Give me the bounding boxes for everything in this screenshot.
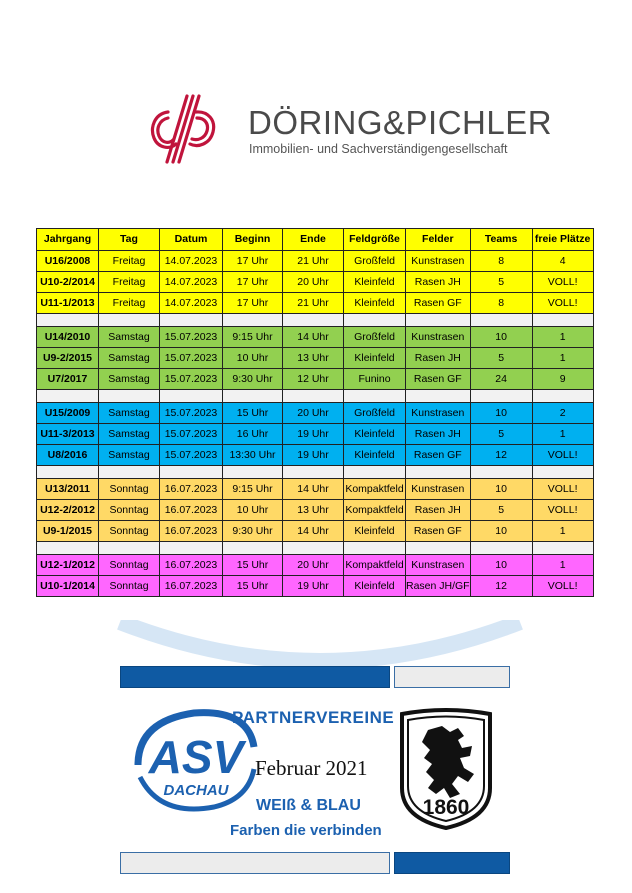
spacer-cell <box>99 466 160 479</box>
cell-teams: 10 <box>470 403 532 424</box>
cell-jahrgang: U10-2/2014 <box>37 272 99 293</box>
cell-freie-plaetze: 1 <box>532 521 593 542</box>
cell-feldgroesse: Großfeld <box>344 327 406 348</box>
cell-jahrgang: U13/2011 <box>37 479 99 500</box>
cell-freie-plaetze: 1 <box>532 555 593 576</box>
column-header: Beginn <box>223 229 283 251</box>
spacer-row <box>37 466 594 479</box>
cell-tag: Freitag <box>99 272 160 293</box>
cell-jahrgang: U14/2010 <box>37 327 99 348</box>
cell-tag: Samstag <box>99 403 160 424</box>
table-row <box>37 293 594 314</box>
cell-tag: Sonntag <box>99 521 160 542</box>
cell-datum: 15.07.2023 <box>160 327 223 348</box>
cell-feldgroesse: Kleinfeld <box>344 293 406 314</box>
cell-datum: 14.07.2023 <box>160 293 223 314</box>
tsv-1860-logo <box>398 708 494 832</box>
table-row <box>37 500 594 521</box>
cell-datum: 16.07.2023 <box>160 500 223 521</box>
column-header: Jahrgang <box>37 229 99 251</box>
table-row <box>37 555 594 576</box>
cell-freie-plaetze: 4 <box>532 251 593 272</box>
cell-beginn: 17 Uhr <box>223 251 283 272</box>
cell-felder: Rasen JH <box>406 424 471 445</box>
spacer-cell <box>406 542 471 555</box>
cell-jahrgang: U15/2009 <box>37 403 99 424</box>
cell-freie-plaetze: VOLL! <box>532 293 593 314</box>
sponsor-mark-icon <box>146 92 220 166</box>
spacer-cell <box>37 542 99 555</box>
cell-ende: 13 Uhr <box>283 348 344 369</box>
cell-freie-plaetze: VOLL! <box>532 576 593 597</box>
cell-teams: 8 <box>470 293 532 314</box>
cell-jahrgang: U10-1/2014 <box>37 576 99 597</box>
cell-felder: Kunstrasen <box>406 479 471 500</box>
table-header-row <box>37 229 594 251</box>
cell-freie-plaetze: 1 <box>532 424 593 445</box>
cell-jahrgang: U12-2/2012 <box>37 500 99 521</box>
cell-ende: 19 Uhr <box>283 576 344 597</box>
cell-felder: Rasen GF <box>406 521 471 542</box>
cell-feldgroesse: Kleinfeld <box>344 348 406 369</box>
banner-colors: WEIß & BLAU <box>256 797 361 814</box>
banner-bar-light-bottom <box>120 852 390 874</box>
cell-felder: Rasen JH/GF <box>406 576 471 597</box>
cell-ende: 14 Uhr <box>283 327 344 348</box>
banner-bar-light-top <box>394 666 510 688</box>
cell-felder: Rasen GF <box>406 293 471 314</box>
cell-tag: Samstag <box>99 369 160 390</box>
spacer-cell <box>37 314 99 327</box>
cell-beginn: 9:15 Uhr <box>223 479 283 500</box>
cell-teams: 10 <box>470 521 532 542</box>
cell-freie-plaetze: VOLL! <box>532 272 593 293</box>
table-row <box>37 251 594 272</box>
spacer-cell <box>99 542 160 555</box>
cell-jahrgang: U11-1/2013 <box>37 293 99 314</box>
cell-ende: 20 Uhr <box>283 555 344 576</box>
spacer-cell <box>406 390 471 403</box>
banner-bar-dark-bottom <box>394 852 510 874</box>
cell-beginn: 15 Uhr <box>223 576 283 597</box>
cell-beginn: 9:15 Uhr <box>223 327 283 348</box>
cell-feldgroesse: Kleinfeld <box>344 576 406 597</box>
cell-felder: Rasen JH <box>406 272 471 293</box>
spacer-cell <box>160 390 223 403</box>
spacer-cell <box>470 314 532 327</box>
cell-freie-plaetze: VOLL! <box>532 500 593 521</box>
spacer-cell <box>223 390 283 403</box>
cell-datum: 16.07.2023 <box>160 521 223 542</box>
spacer-cell <box>470 542 532 555</box>
cell-feldgroesse: Großfeld <box>344 251 406 272</box>
cell-felder: Rasen JH <box>406 348 471 369</box>
spacer-cell <box>406 314 471 327</box>
cell-jahrgang: U9-2/2015 <box>37 348 99 369</box>
cell-felder: Kunstrasen <box>406 327 471 348</box>
column-header: Teams <box>470 229 532 251</box>
cell-ende: 21 Uhr <box>283 251 344 272</box>
spacer-cell <box>470 390 532 403</box>
cell-teams: 10 <box>470 479 532 500</box>
spacer-cell <box>160 466 223 479</box>
cell-tag: Samstag <box>99 348 160 369</box>
cell-datum: 14.07.2023 <box>160 272 223 293</box>
cell-feldgroesse: Kompaktfeld <box>344 500 406 521</box>
spacer-cell <box>344 542 406 555</box>
partner-title: PARTNERVEREINE <box>232 708 395 727</box>
cell-beginn: 10 Uhr <box>223 348 283 369</box>
cell-beginn: 15 Uhr <box>223 555 283 576</box>
cell-datum: 15.07.2023 <box>160 445 223 466</box>
cell-teams: 12 <box>470 445 532 466</box>
cell-ende: 13 Uhr <box>283 500 344 521</box>
cell-teams: 5 <box>470 424 532 445</box>
table-row <box>37 521 594 542</box>
table-row <box>37 327 594 348</box>
cell-beginn: 17 Uhr <box>223 293 283 314</box>
table-row <box>37 576 594 597</box>
sponsor-name: DÖRING&PICHLER <box>248 104 553 141</box>
cell-tag: Samstag <box>99 424 160 445</box>
cell-beginn: 17 Uhr <box>223 272 283 293</box>
cell-felder: Rasen JH <box>406 500 471 521</box>
cell-jahrgang: U16/2008 <box>37 251 99 272</box>
cell-tag: Sonntag <box>99 576 160 597</box>
cell-datum: 15.07.2023 <box>160 403 223 424</box>
column-header: Feldgröße <box>344 229 406 251</box>
cell-ende: 20 Uhr <box>283 272 344 293</box>
banner-date: Februar 2021 <box>255 756 368 780</box>
spacer-cell <box>532 466 593 479</box>
cell-jahrgang: U7/2017 <box>37 369 99 390</box>
spacer-cell <box>283 390 344 403</box>
spacer-cell <box>532 390 593 403</box>
cell-datum: 16.07.2023 <box>160 555 223 576</box>
spacer-cell <box>344 390 406 403</box>
spacer-cell <box>223 542 283 555</box>
cell-tag: Samstag <box>99 327 160 348</box>
cell-ende: 14 Uhr <box>283 479 344 500</box>
column-header: Felder <box>406 229 471 251</box>
cell-ende: 19 Uhr <box>283 424 344 445</box>
cell-feldgroesse: Kompaktfeld <box>344 479 406 500</box>
cell-datum: 16.07.2023 <box>160 479 223 500</box>
cell-feldgroesse: Kompaktfeld <box>344 555 406 576</box>
table-row <box>37 369 594 390</box>
table-row <box>37 479 594 500</box>
cell-freie-plaetze: 1 <box>532 348 593 369</box>
cell-teams: 24 <box>470 369 532 390</box>
cell-feldgroesse: Kleinfeld <box>344 272 406 293</box>
table-row <box>37 424 594 445</box>
cell-felder: Kunstrasen <box>406 555 471 576</box>
schedule-body <box>37 251 594 597</box>
asv-dachau-logo <box>130 703 260 823</box>
spacer-cell <box>283 314 344 327</box>
banner-slogan: Farben die verbinden <box>230 822 382 839</box>
cell-ende: 12 Uhr <box>283 369 344 390</box>
cell-ende: 20 Uhr <box>283 403 344 424</box>
spacer-cell <box>406 466 471 479</box>
spacer-cell <box>532 314 593 327</box>
cell-beginn: 9:30 Uhr <box>223 369 283 390</box>
column-header: Ende <box>283 229 344 251</box>
spacer-cell <box>532 542 593 555</box>
cell-tag: Sonntag <box>99 479 160 500</box>
asv-city: DACHAU <box>163 782 229 799</box>
cell-tag: Freitag <box>99 293 160 314</box>
cell-feldgroesse: Großfeld <box>344 403 406 424</box>
cell-teams: 12 <box>470 576 532 597</box>
cell-felder: Kunstrasen <box>406 251 471 272</box>
cell-datum: 15.07.2023 <box>160 369 223 390</box>
cell-beginn: 9:30 Uhr <box>223 521 283 542</box>
cell-freie-plaetze: 9 <box>532 369 593 390</box>
cell-ende: 19 Uhr <box>283 445 344 466</box>
spacer-cell <box>99 390 160 403</box>
cell-tag: Samstag <box>99 445 160 466</box>
cell-tag: Freitag <box>99 251 160 272</box>
column-header: Datum <box>160 229 223 251</box>
cell-freie-plaetze: VOLL! <box>532 445 593 466</box>
cell-teams: 5 <box>470 272 532 293</box>
cell-teams: 8 <box>470 251 532 272</box>
column-header: freie Plätze <box>532 229 593 251</box>
spacer-cell <box>160 542 223 555</box>
cell-felder: Rasen GF <box>406 369 471 390</box>
cell-felder: Kunstrasen <box>406 403 471 424</box>
spacer-cell <box>344 466 406 479</box>
cell-feldgroesse: Funino <box>344 369 406 390</box>
cell-tag: Sonntag <box>99 555 160 576</box>
spacer-cell <box>37 390 99 403</box>
banner-bar-dark-top <box>120 666 390 688</box>
cell-teams: 10 <box>470 327 532 348</box>
spacer-row <box>37 390 594 403</box>
cell-beginn: 15 Uhr <box>223 403 283 424</box>
spacer-row <box>37 542 594 555</box>
cell-datum: 15.07.2023 <box>160 424 223 445</box>
cell-tag: Sonntag <box>99 500 160 521</box>
cell-teams: 5 <box>470 500 532 521</box>
spacer-cell <box>37 466 99 479</box>
spacer-cell <box>283 542 344 555</box>
spacer-cell <box>283 466 344 479</box>
spacer-cell <box>99 314 160 327</box>
cell-freie-plaetze: VOLL! <box>532 479 593 500</box>
table-row <box>37 348 594 369</box>
table-row <box>37 445 594 466</box>
column-header: Tag <box>99 229 160 251</box>
cell-freie-plaetze: 2 <box>532 403 593 424</box>
asv-name: ASV <box>148 731 244 783</box>
cell-datum: 14.07.2023 <box>160 251 223 272</box>
cell-ende: 21 Uhr <box>283 293 344 314</box>
cell-feldgroesse: Kleinfeld <box>344 521 406 542</box>
table-row <box>37 403 594 424</box>
cell-jahrgang: U11-3/2013 <box>37 424 99 445</box>
cell-datum: 15.07.2023 <box>160 348 223 369</box>
club-year: 1860 <box>422 796 470 819</box>
cell-datum: 16.07.2023 <box>160 576 223 597</box>
cell-jahrgang: U12-1/2012 <box>37 555 99 576</box>
sponsor-tagline: Immobilien- und Sachverständigengesellschaft <box>249 142 508 156</box>
sponsor-logo <box>146 92 553 172</box>
cell-beginn: 13:30 Uhr <box>223 445 283 466</box>
schedule-table <box>36 228 594 597</box>
cell-ende: 14 Uhr <box>283 521 344 542</box>
cell-jahrgang: U9-1/2015 <box>37 521 99 542</box>
spacer-cell <box>160 314 223 327</box>
cell-felder: Rasen GF <box>406 445 471 466</box>
cell-feldgroesse: Kleinfeld <box>344 424 406 445</box>
cell-beginn: 16 Uhr <box>223 424 283 445</box>
spacer-cell <box>223 314 283 327</box>
cell-beginn: 10 Uhr <box>223 500 283 521</box>
spacer-cell <box>470 466 532 479</box>
cell-feldgroesse: Kleinfeld <box>344 445 406 466</box>
spacer-cell <box>223 466 283 479</box>
table-row <box>37 272 594 293</box>
spacer-row <box>37 314 594 327</box>
spacer-cell <box>344 314 406 327</box>
cell-jahrgang: U8/2016 <box>37 445 99 466</box>
cell-freie-plaetze: 1 <box>532 327 593 348</box>
cell-teams: 5 <box>470 348 532 369</box>
cell-teams: 10 <box>470 555 532 576</box>
